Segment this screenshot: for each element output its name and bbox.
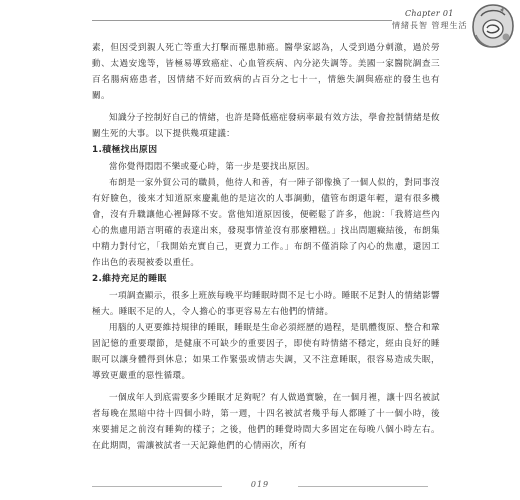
- paragraph-5: 一項調查顯示，很多上班族每晚平均睡眠時間不足七小時。睡眠不足對人的情緒影響極大。睡眠不足的人，令人擔心的事更容易左右他們的情緒。: [92, 291, 440, 317]
- paragraph-3: 當你覺得悶悶不樂或憂心時，第一步是要找出原因。: [109, 162, 315, 172]
- section-heading-1: 1.積極找出原因: [92, 145, 158, 155]
- section-heading-2: 2.維持充足的睡眠: [92, 274, 167, 284]
- paragraph-6: 用腦的人更要維持規律的睡眠，睡眠是生命必須經歷的過程，是肌體復原、整合和鞏固記憶的重要環節，是健康不可缺少的重要因子，即使有時情緒不穩定，經由良好的睡眠可以讓身體得到休息；如果工作緊張或情志失調，又不注意睡眠，很容易造成失眠，導致更嚴重的惡性循環。: [92, 323, 440, 381]
- paragraph-7: 一個成年人到底需要多少睡眠才足夠呢？有人做過實驗，在一個月裡，讓十四名被試者每晚在黑暗中待十四個小時，第一週，十四名被試者幾乎每人都睡了十一個小時，後來要捕足之前沒有睡夠的樣子；之後，他們的睡覺時間大多固定在每晚八個小時左右。在此期間，需讓被試者一天記錄他們的心情兩次，所有: [92, 393, 440, 451]
- paragraph-1: 素，但因受到親人死亡等重大打擊而罹患肺癌。醫學家認為，人受到過分刺激，過於勞動、太過安逸等，皆極易導致癌症、心血管疾病、內分泌失調等。美國一家醫院調查三百名腸病癌患者，因情緒不好而致病的占百分之七十一，情態失調與癌症的發生也有關。: [92, 43, 440, 101]
- chapter-label: Chapter 01: [405, 9, 454, 18]
- chapter-subtitle: 情緒長智 管理生活: [392, 21, 468, 30]
- chapter-emblem-icon: [470, 2, 516, 50]
- main-text: [92, 40, 440, 454]
- paragraph-2: 知識分子控制好自己的情緒，也許是降低癌症發病率最有效方法，學會控制情緒是攸關生死的大事。以下提供幾項建議：: [92, 113, 440, 139]
- header-rule: [92, 20, 392, 21]
- paragraph-4: 布朗是一家外貿公司的職員，他待人和善，有一陣子卻像換了一個人似的，對同事沒有好臉色，後來才知道原來慶亂他的是這次的人事調動，儘管布朗還年輕，還有很多機會，沒有升職讓他心裡歸隊不安。當他知道原因後，便輕鬆了許多，他說：「我將這些內心的焦慮用語言明確的表達出來，發現事情並沒有那麼糟糕。」找出問題癥結後，布朗集中精力對付它，「我開始充實自己，更賣力工作。」布朗不僅消除了內心的焦慮，還因工作出色的表現被委以重任。: [92, 178, 440, 268]
- page-number: 019: [250, 480, 270, 489]
